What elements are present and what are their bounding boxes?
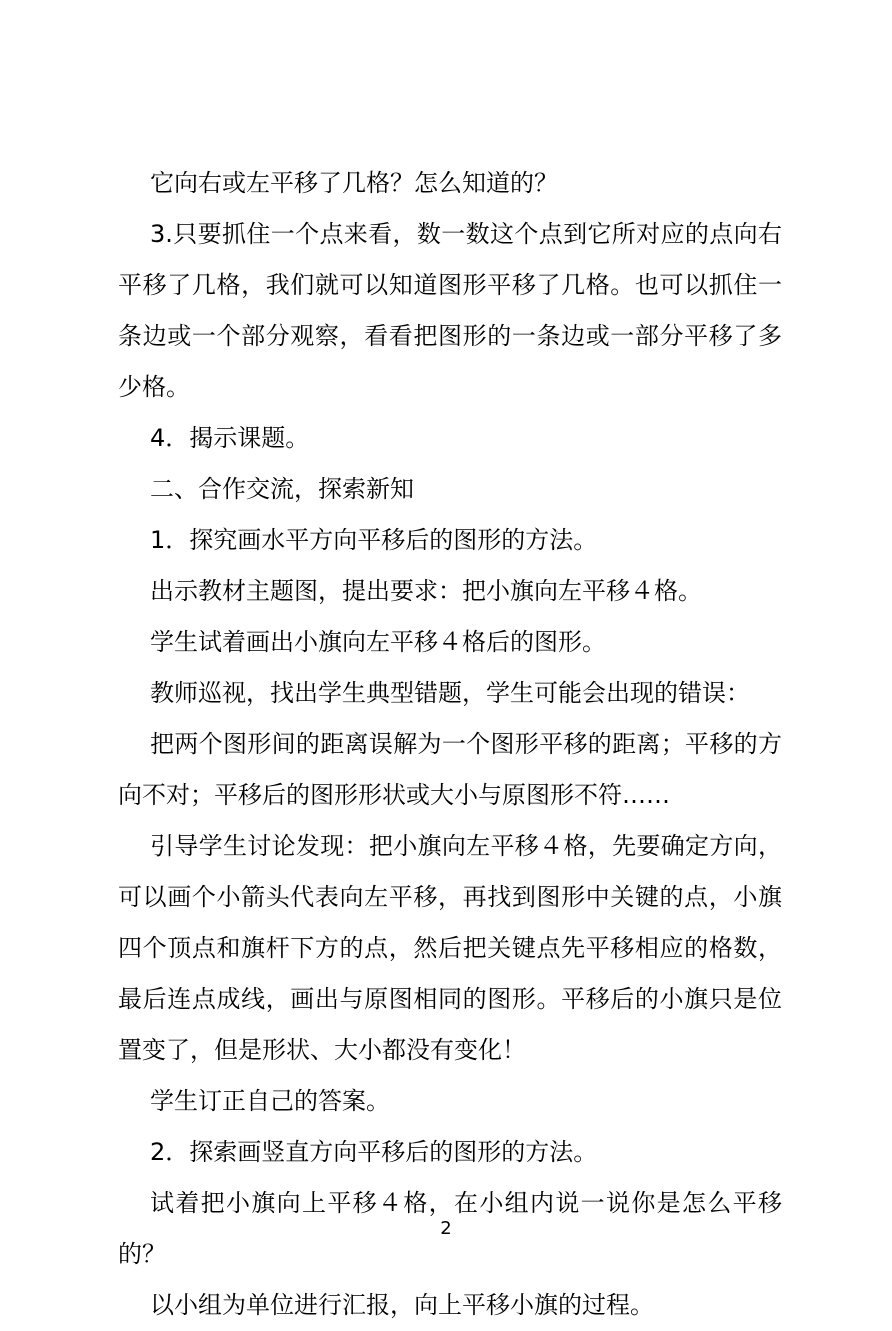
- document-body: [118, 158, 782, 1331]
- paragraph: 它向右或左平移了几格？怎么知道的？: [150, 169, 558, 197]
- paragraph: 出示教材主题图，提出要求：把小旗向左平移４格。: [150, 577, 702, 605]
- paragraph: 1．探究画水平方向平移后的图形的方法。: [150, 526, 598, 554]
- paragraph: 2．探索画竖直方向平移后的图形的方法。: [150, 1138, 598, 1166]
- paragraph: 教师巡视，找出学生典型错题，学生可能会出现的错误：: [150, 679, 750, 707]
- section-heading: 二、合作交流，探索新知: [150, 475, 414, 503]
- paragraph: 3.只要抓住一个点来看，数一数这个点到它所对应的点向右平移了几格，我们就可以知道图形平移了几格。也可以抓住一条边或一个部分观察，看看把图形的一条边或一部分平移了多少格。: [118, 220, 782, 401]
- paragraph: 引导学生讨论发现：把小旗向左平移４格，先要确定方向，可以画个小箭头代表向左平移，再找到图形中关键的点，小旗四个顶点和旗杆下方的点，然后把关键点先平移相应的格数，最后连点成线，画出与原图相同的图形。平移后的小旗只是位置变了，但是形状、大小都没有变化！: [118, 832, 782, 1064]
- paragraph: 试着把小旗向上平移４格，在小组内说一说你是怎么平移的？: [118, 1189, 782, 1268]
- paragraph: 4．揭示课题。: [150, 424, 310, 452]
- page-number: 2: [440, 1218, 452, 1239]
- paragraph: 把两个图形间的距离误解为一个图形平移的距离；平移的方向不对；平移后的图形形状或大小与原图形不符……: [118, 730, 782, 809]
- paragraph: 学生试着画出小旗向左平移４格后的图形。: [150, 628, 606, 656]
- paragraph: 以小组为单位进行汇报，向上平移小旗的过程。: [150, 1291, 654, 1319]
- paragraph: 学生订正自己的答案。: [150, 1087, 390, 1115]
